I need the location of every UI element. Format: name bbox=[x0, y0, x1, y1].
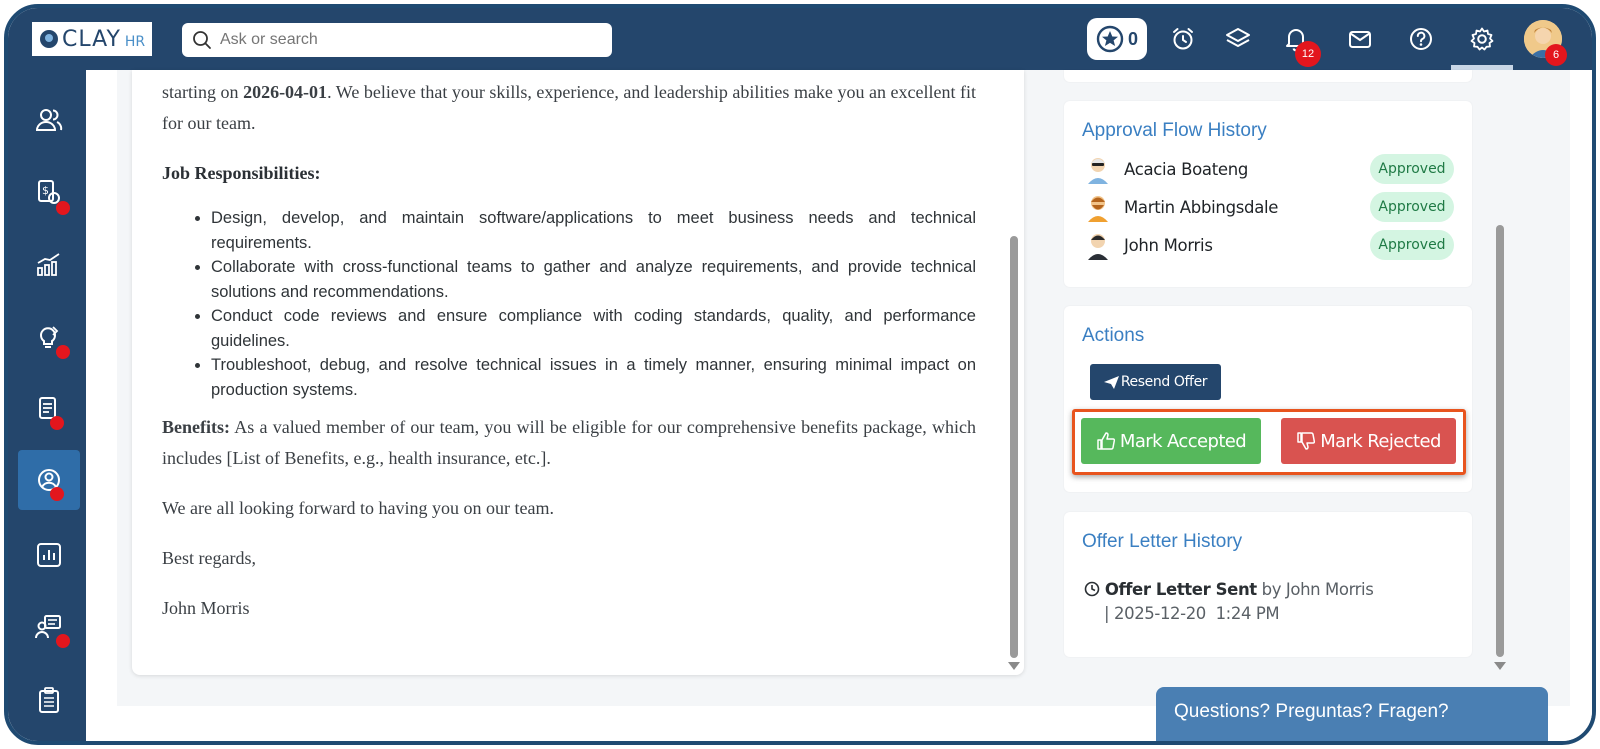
mark-accepted-button[interactable] bbox=[1081, 418, 1261, 464]
help-chat-tab[interactable]: Questions? Preguntas? Fragen? bbox=[1156, 687, 1548, 743]
sidebar bbox=[8, 70, 86, 745]
panel-scroll-down-icon[interactable] bbox=[1494, 662, 1506, 670]
approver-name: Martin Abbingsdale bbox=[1124, 197, 1279, 217]
history-by-user: John Morris bbox=[1285, 580, 1374, 599]
approver-row bbox=[1084, 189, 1456, 225]
letter-intro-suffix: . We believe that your skills, experience, and leadership abilities make you an excellent fit for our team. bbox=[162, 82, 976, 133]
actions-card bbox=[1064, 306, 1472, 492]
logo-text: CLAY bbox=[62, 26, 121, 52]
sidebar-item-checklist[interactable] bbox=[18, 670, 80, 730]
training-alert-dot bbox=[56, 634, 70, 648]
approver-avatar-icon bbox=[1084, 154, 1112, 184]
sidebar-item-people[interactable] bbox=[18, 90, 80, 150]
sidebar-item-reports[interactable] bbox=[18, 525, 80, 585]
responsibilities-list bbox=[162, 206, 976, 402]
documents-alert-dot bbox=[50, 416, 64, 430]
offer-history-card bbox=[1064, 512, 1472, 657]
approver-name: John Morris bbox=[1124, 235, 1213, 255]
approval-flow-card bbox=[1064, 101, 1472, 287]
search-icon bbox=[192, 30, 212, 50]
thumbs-down-icon bbox=[1296, 431, 1316, 451]
avatar-badge: 6 bbox=[1545, 44, 1567, 66]
points-pill[interactable] bbox=[1087, 18, 1147, 60]
star-icon bbox=[1096, 25, 1124, 53]
benefits-heading: Benefits: bbox=[162, 417, 230, 437]
clayhr-logo[interactable] bbox=[32, 22, 152, 56]
ideas-alert-dot bbox=[56, 345, 70, 359]
thumbs-up-icon bbox=[1096, 431, 1116, 451]
send-icon bbox=[1104, 376, 1119, 389]
search-input[interactable] bbox=[220, 31, 600, 49]
people-icon bbox=[34, 105, 64, 135]
letter-scrollbar[interactable] bbox=[1010, 236, 1018, 658]
logo-suffix: HR bbox=[124, 34, 146, 50]
sidebar-item-recruiting[interactable] bbox=[18, 450, 80, 510]
history-entry bbox=[1084, 578, 1454, 626]
letter-start-date: 2026-04-01 bbox=[243, 82, 328, 102]
layers-icon[interactable] bbox=[1224, 25, 1252, 53]
approval-flow-title: Approval Flow History bbox=[1082, 120, 1267, 141]
benefits-paragraph bbox=[162, 412, 976, 474]
approved-badge: Approved bbox=[1370, 192, 1454, 222]
approver-row bbox=[1084, 227, 1456, 263]
offer-letter-body bbox=[162, 70, 976, 643]
approver-row bbox=[1084, 151, 1456, 187]
offer-letter-card bbox=[132, 70, 1024, 675]
list-item: • Design, develop, and maintain software/applications to meet business needs and technical requirements. bbox=[211, 206, 976, 255]
history-timestamp: | 2025-12-20 1:24 PM bbox=[1104, 604, 1280, 623]
mark-rejected-label: Mark Rejected bbox=[1320, 430, 1441, 452]
approver-avatar-icon bbox=[1084, 192, 1112, 222]
responsibilities-heading: Job Responsibilities: bbox=[162, 163, 321, 183]
approver-name: Acacia Boateng bbox=[1124, 159, 1249, 179]
approver-avatar-icon bbox=[1084, 230, 1112, 260]
sidebar-item-analytics[interactable] bbox=[18, 235, 80, 295]
mail-icon[interactable] bbox=[1346, 25, 1374, 53]
sidebar-item-documents[interactable] bbox=[18, 378, 80, 438]
resend-offer-button[interactable] bbox=[1090, 364, 1221, 400]
actions-title: Actions bbox=[1082, 325, 1145, 346]
list-item: • Collaborate with cross-functional teams to gather and analyze requirements, and provide technical solutions and recommendations. bbox=[211, 255, 976, 304]
approved-badge: Approved bbox=[1370, 154, 1454, 184]
notification-badge: 12 bbox=[1295, 41, 1321, 67]
letter-intro-paragraph bbox=[162, 77, 976, 139]
list-item: • Conduct code reviews and ensure compliance with coding standards, quality, and performance guidelines. bbox=[211, 304, 976, 353]
panel-scrollbar[interactable] bbox=[1496, 225, 1504, 657]
sign-off: Best regards, bbox=[162, 548, 256, 568]
closing-line: We are all looking forward to having you on our team. bbox=[162, 498, 554, 518]
search-box[interactable] bbox=[182, 23, 612, 57]
sidebar-item-ideas[interactable] bbox=[18, 307, 80, 367]
top-bar bbox=[8, 8, 1592, 70]
points-count: 0 bbox=[1127, 28, 1138, 49]
sidebar-item-payroll[interactable] bbox=[18, 162, 80, 222]
history-event: Offer Letter Sent bbox=[1104, 580, 1257, 599]
bar-chart-icon bbox=[34, 540, 64, 570]
signature: John Morris bbox=[162, 598, 250, 618]
growth-chart-icon bbox=[34, 250, 64, 280]
svg-text:$: $ bbox=[42, 184, 49, 197]
offer-history-title: Offer Letter History bbox=[1082, 531, 1243, 552]
history-by-prefix: by bbox=[1256, 580, 1286, 599]
list-item: • Troubleshoot, debug, and resolve technical issues in a timely manner, ensuring minimal impact on production systems. bbox=[211, 353, 976, 402]
logo-mark-icon bbox=[40, 30, 58, 48]
benefits-text: As a valued member of our team, you will be eligible for our comprehensive benefits package, which includes [List of Benefits, e.g., health insurance, etc.]. bbox=[162, 417, 976, 468]
gear-icon[interactable] bbox=[1468, 25, 1496, 53]
payroll-alert-dot bbox=[56, 201, 70, 215]
mark-accepted-label: Mark Accepted bbox=[1119, 430, 1247, 452]
alarm-clock-icon[interactable] bbox=[1169, 25, 1197, 53]
help-icon[interactable] bbox=[1407, 25, 1435, 53]
clock-icon bbox=[1084, 581, 1100, 597]
previous-card-stub bbox=[1064, 70, 1472, 82]
approved-badge: Approved bbox=[1370, 230, 1454, 260]
letter-scroll-down-icon[interactable] bbox=[1008, 662, 1020, 670]
letter-intro-prefix: starting on bbox=[162, 82, 244, 102]
sidebar-item-training[interactable] bbox=[18, 597, 80, 657]
resend-offer-label: Resend Offer bbox=[1120, 374, 1208, 390]
app-frame bbox=[4, 4, 1596, 745]
mark-rejected-button[interactable] bbox=[1281, 418, 1456, 464]
recruiting-alert-dot bbox=[50, 487, 64, 501]
clipboard-icon bbox=[34, 685, 64, 715]
